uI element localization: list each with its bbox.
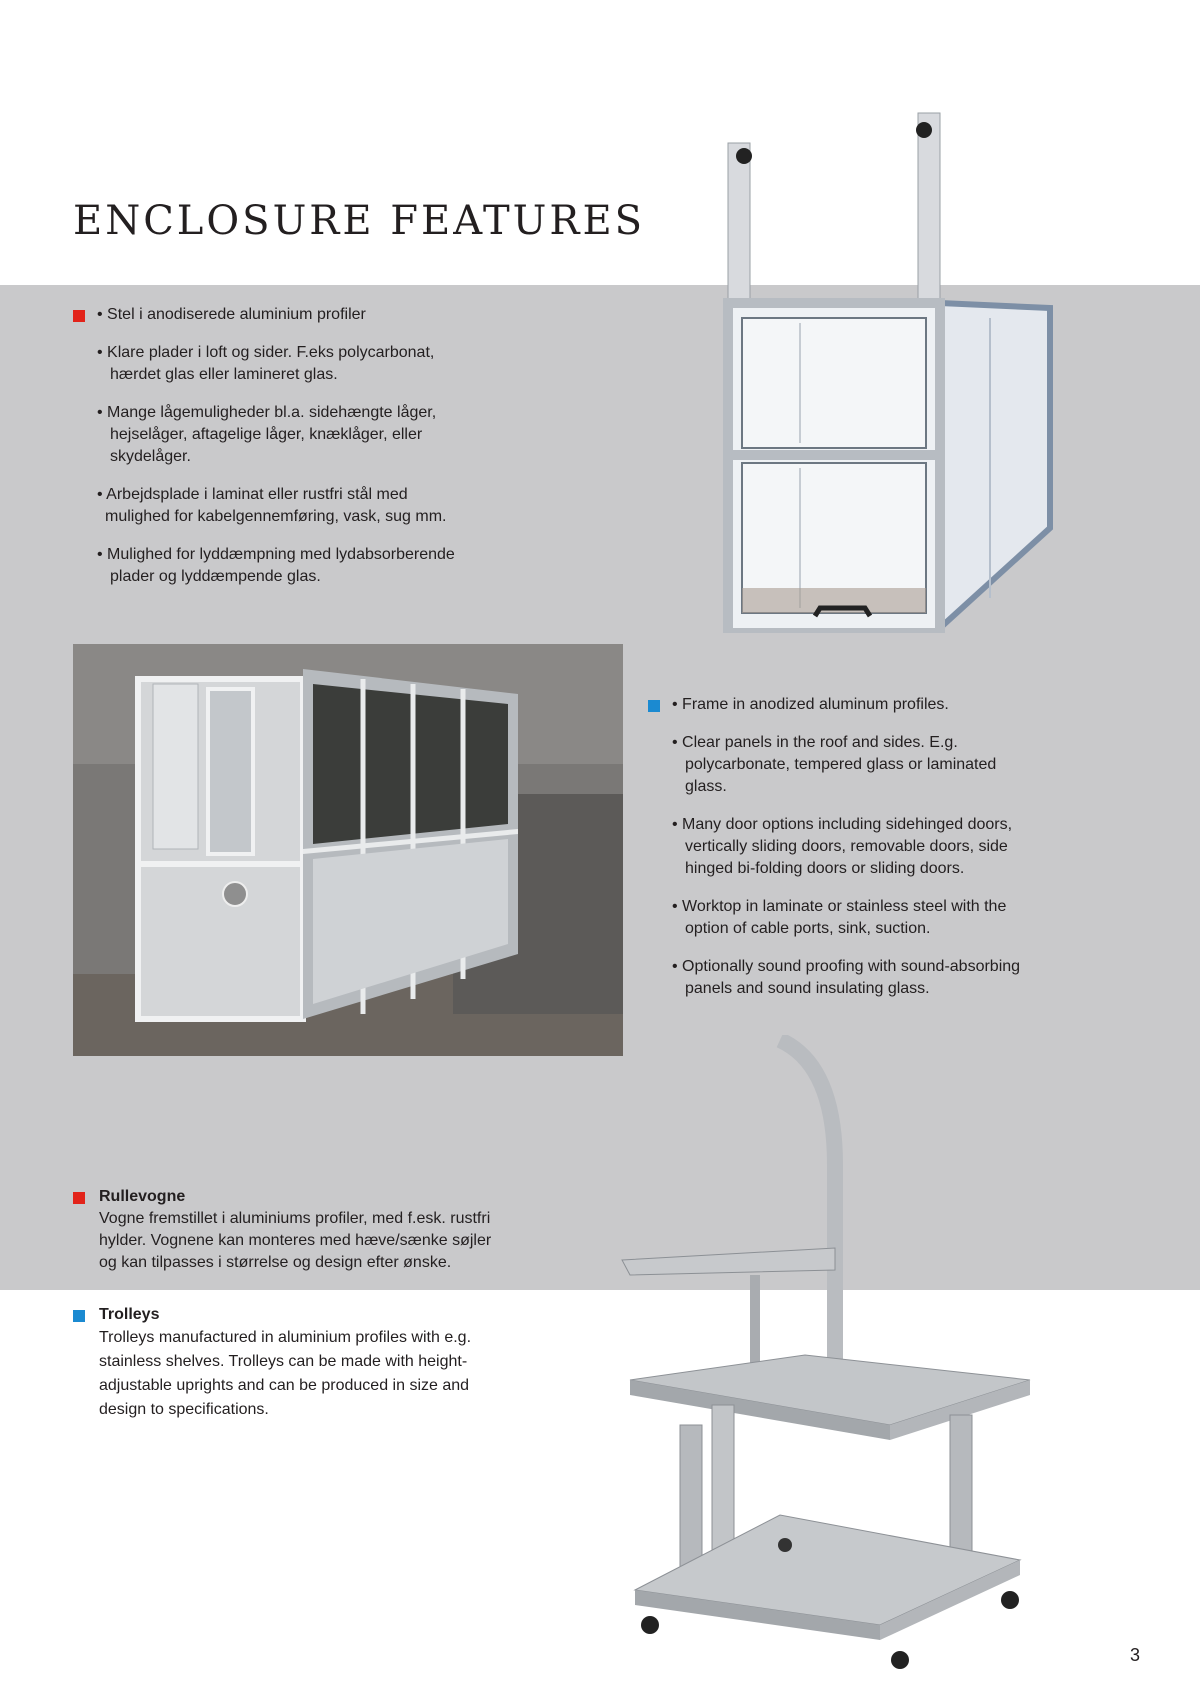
feature-line: plader og lyddæmpende glas. (110, 568, 321, 585)
english-feature-list (672, 694, 1112, 1016)
feature-line: • Frame in anodized aluminum profiles. (672, 696, 949, 713)
text-line: design to specifications. (99, 1401, 269, 1418)
page-title: ENCLOSURE FEATURES (73, 198, 646, 244)
feature-line: option of cable ports, sink, suction. (685, 920, 931, 937)
feature-line: panels and sound insulating glass. (685, 980, 930, 997)
feature-line: • Stel i anodiserede aluminium profiler (97, 306, 366, 323)
trolley-danish-block (99, 1186, 539, 1274)
list-item (97, 304, 517, 326)
trolley-english-heading: Trolleys (99, 1306, 160, 1323)
red-square-icon (73, 1192, 85, 1204)
list-item (672, 956, 1112, 1000)
blue-square-icon (648, 700, 660, 712)
trolley-english-block (99, 1304, 539, 1422)
trolley-product-image (620, 1035, 1040, 1670)
feature-line: glass. (685, 778, 727, 795)
list-item (97, 544, 517, 588)
text-line: Vogne fremstillet i aluminiums profiler, med f.esk. rustfri (99, 1210, 491, 1227)
list-item (672, 896, 1112, 940)
feature-line: • Klare plader i loft og sider. F.eks polycarbonat, (97, 344, 435, 361)
list-item (672, 732, 1112, 798)
feature-line: • Mulighed for lyddæmpning med lydabsorberende (97, 546, 455, 563)
list-item (672, 814, 1112, 880)
red-square-icon (73, 310, 85, 322)
feature-line: hinged bi-folding doors or sliding doors. (685, 860, 965, 877)
list-item (672, 694, 1112, 716)
danish-feature-list (97, 304, 517, 604)
list-item (97, 402, 517, 468)
feature-line: polycarbonate, tempered glass or laminated (685, 756, 997, 773)
trolley-danish-heading: Rullevogne (99, 1188, 186, 1205)
feature-line: • Clear panels in the roof and sides. E.g. (672, 734, 958, 751)
feature-line: • Arbejdsplade i laminat eller rustfri stål med (97, 486, 408, 503)
feature-line: skydelåger. (110, 448, 191, 465)
text-line: stainless shelves. Trolleys can be made with height- (99, 1353, 468, 1370)
trolley-english-text (99, 1326, 539, 1422)
feature-line: • Mange lågemuligheder bl.a. sidehængte låger, (97, 404, 437, 421)
page-number: 3 (1130, 1645, 1141, 1665)
enclosure-product-image (720, 108, 1060, 633)
text-line: Trolleys manufactured in aluminium profiles with e.g. (99, 1329, 472, 1346)
text-line: og kan tilpasses i størrelse og design efter ønske. (99, 1254, 452, 1271)
feature-line: • Worktop in laminate or stainless steel with the (672, 898, 1007, 915)
list-item (97, 484, 517, 528)
trolley-danish-text (99, 1208, 539, 1274)
feature-line: • Optionally sound proofing with sound-absorbing (672, 958, 1021, 975)
list-item (97, 342, 517, 386)
feature-line: hærdet glas eller lamineret glas. (110, 366, 338, 383)
blue-square-icon (73, 1310, 85, 1322)
text-line: adjustable uprights and can be produced in size and (99, 1377, 470, 1394)
feature-line: • Many door options including sidehinged doors, (672, 816, 1013, 833)
feature-line: hejselåger, aftagelige låger, knæklåger, eller (110, 426, 423, 443)
feature-line: mulighed for kabelgennemføring, vask, sug mm. (105, 508, 447, 525)
feature-line: vertically sliding doors, removable doors, side (685, 838, 1008, 855)
text-line: hylder. Vognene kan monteres med hæve/sænke søjler (99, 1232, 492, 1249)
enclosure-booth-photo (73, 644, 623, 1056)
